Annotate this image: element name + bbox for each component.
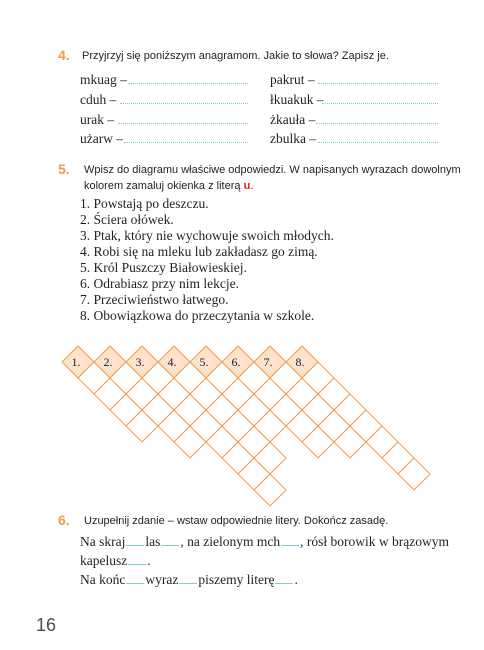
sentence-text: , rósł borowik w brązowym bbox=[300, 534, 449, 549]
sentence-text: Na skraj bbox=[80, 534, 126, 549]
sentence-text: kapelusz bbox=[80, 553, 128, 568]
task-5-instruction-line2-text: kolorem zamaluj okienka z literą bbox=[84, 180, 244, 192]
diagram-number-label: 1. bbox=[71, 355, 81, 369]
clue-2: 2. Ściera ołówek. bbox=[80, 212, 174, 227]
highlight-letter-u: u bbox=[243, 180, 251, 192]
sentence-text: . bbox=[147, 553, 151, 568]
task-6-number: 6. bbox=[58, 512, 70, 528]
task-5-instruction-line1: Wpisz do diagramu właściwe odpowiedzi. W napisanych wyrazach dowolnym bbox=[84, 164, 461, 176]
anagram-left-2: cduh – bbox=[80, 92, 117, 107]
diagram-number-label: 5. bbox=[199, 355, 209, 369]
anagram-left-4: użarw – bbox=[80, 131, 124, 146]
diagram-number-label: 6. bbox=[231, 355, 241, 369]
anagram-right-3: żkauła – bbox=[270, 112, 316, 127]
clue-6: 6. Odrabiasz przy nim lekcje. bbox=[80, 276, 239, 291]
page-number: 16 bbox=[36, 615, 57, 635]
letter-blank[interactable] bbox=[281, 534, 299, 546]
rule-text: Na końc bbox=[80, 572, 126, 587]
anagram-right-2: łkuakuk – bbox=[270, 92, 324, 107]
letter-blank[interactable] bbox=[161, 534, 179, 546]
clue-3: 3. Ptak, który nie wychowuje swoich młodych. bbox=[80, 228, 334, 243]
sentence-text: las bbox=[145, 534, 161, 549]
letter-blank[interactable] bbox=[126, 534, 144, 546]
anagram-left-1: mkuag – bbox=[80, 72, 127, 87]
rule-text: . bbox=[294, 572, 298, 587]
task-4-instruction: Przyjrzyj się poniższym anagramom. Jakie to słowa? Zapisz je. bbox=[82, 50, 389, 62]
letter-blank[interactable] bbox=[179, 572, 197, 584]
anagram-right-1: pakrut – bbox=[270, 72, 315, 87]
sentence-line-2 bbox=[80, 553, 151, 569]
diagram-number-label: 3. bbox=[135, 355, 145, 369]
anagram-right-4: zbulka – bbox=[270, 131, 317, 146]
letter-blank[interactable] bbox=[128, 553, 146, 565]
clue-1: 1. Powstają po deszczu. bbox=[80, 196, 209, 211]
letter-blank[interactable] bbox=[126, 572, 144, 584]
rule-line bbox=[80, 572, 298, 588]
task-5-number: 5. bbox=[58, 161, 70, 177]
clue-7: 7. Przeciwieństwo łatwego. bbox=[80, 292, 229, 307]
task-6-instruction: Uzupełnij zdanie – wstaw odpowiednie litery. Dokończ zasadę. bbox=[84, 515, 389, 527]
anagram-left-3: urak – bbox=[80, 112, 115, 127]
sentence-text: , na zielonym mch bbox=[180, 534, 281, 549]
diagram-number-label: 8. bbox=[295, 355, 305, 369]
rule-text: wyraz bbox=[145, 572, 179, 587]
clue-4: 4. Robi się na mleku lub zakładasz go zimą. bbox=[80, 244, 318, 259]
task-5-instruction-period: . bbox=[250, 180, 254, 192]
clue-8: 8. Obowiązkowa do przeczytania w szkole. bbox=[80, 308, 315, 323]
rule-text: piszemy literę bbox=[198, 572, 275, 587]
diagram-number-label: 2. bbox=[103, 355, 113, 369]
task-4-number: 4. bbox=[58, 47, 70, 63]
clue-5: 5. Król Puszczy Białowieskiej. bbox=[80, 260, 247, 275]
diagram-number-label: 4. bbox=[167, 355, 177, 369]
letter-blank[interactable] bbox=[275, 572, 293, 584]
diagram-number-label: 7. bbox=[263, 355, 273, 369]
sentence-line-1 bbox=[80, 534, 449, 550]
